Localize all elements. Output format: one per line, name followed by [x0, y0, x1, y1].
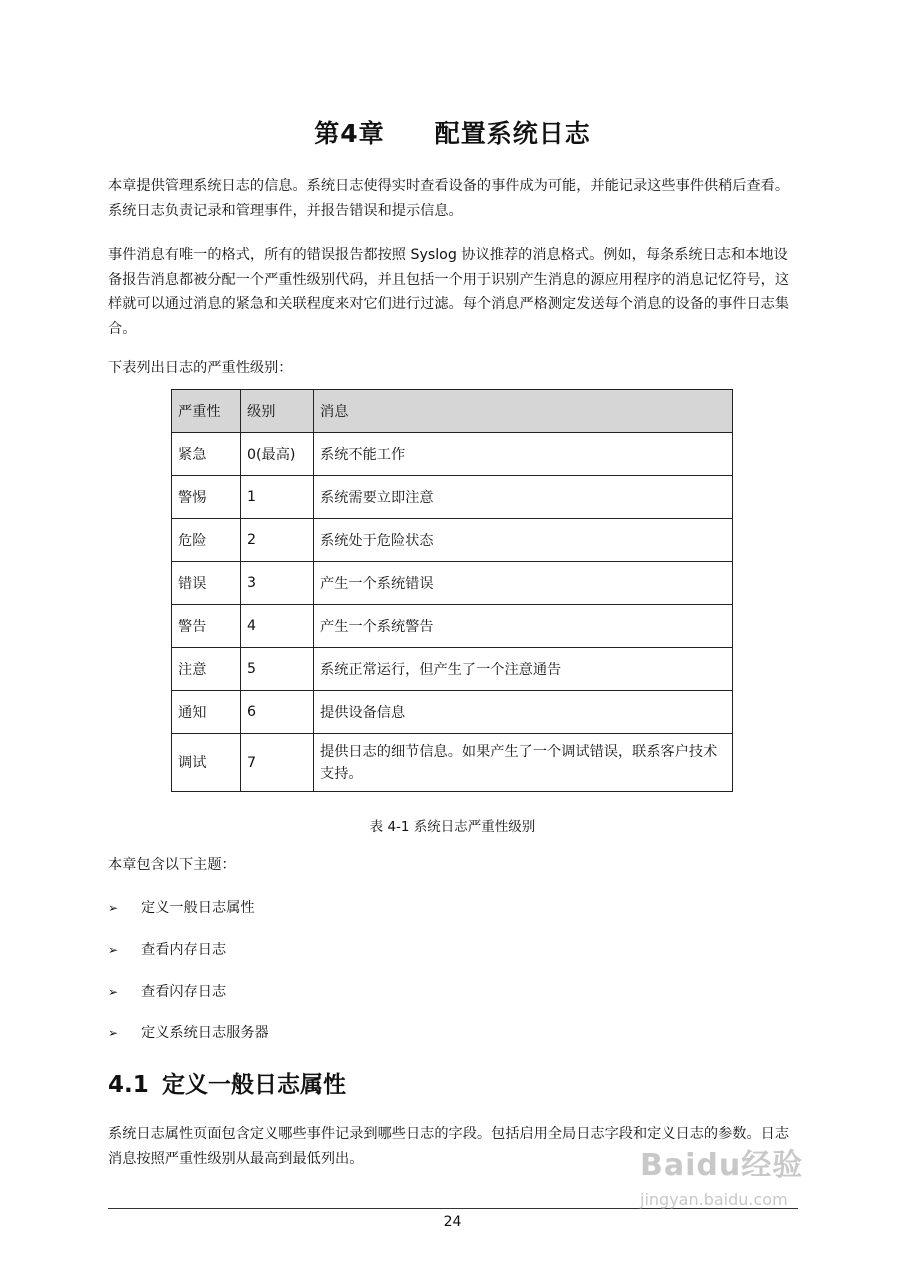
level-cell: 0(最高) [241, 433, 314, 476]
topic-label: 定义系统日志服务器 [141, 1025, 269, 1041]
message-cell: 系统需要立即注意 [314, 476, 733, 519]
topic-item [108, 1022, 269, 1042]
severity-cell: 警告 [172, 605, 241, 648]
baidu-watermark [640, 1140, 803, 1209]
topic-label: 查看内存日志 [141, 942, 227, 958]
topics-intro: 本章包含以下主题： [108, 857, 236, 873]
page-number: 24 [443, 1214, 462, 1230]
severity-cell: 错误 [172, 562, 241, 605]
table-row [172, 476, 733, 519]
section-name: 定义一般日志属性 [162, 1072, 346, 1098]
chapter-name: 配置系统日志 [434, 119, 591, 148]
message-cell: 系统正常运行，但产生了一个注意通告 [314, 648, 733, 691]
chapter-title [0, 114, 905, 150]
section-paragraph: 系统日志属性页面包含定义哪些事件记录到哪些日志的字段。包括启用全局日志字段和定义日志的参数。日志消息按照严重性级别从最高到最低列出。 [108, 1126, 790, 1167]
severity-cell: 紧急 [172, 433, 241, 476]
topic-item [108, 981, 226, 1001]
arrow-bullet-icon: ➢ [108, 943, 119, 957]
header-message: 消息 [314, 390, 733, 433]
message-cell: 提供设备信息 [314, 691, 733, 734]
message-cell: 系统处于危险状态 [314, 519, 733, 562]
message-cell: 系统不能工作 [314, 433, 733, 476]
level-cell: 3 [241, 562, 314, 605]
message-cell: 产生一个系统错误 [314, 562, 733, 605]
intro-paragraph-2: 事件消息有唯一的格式，所有的错误报告都按照 Syslog 协议推荐的消息格式。例如，每条系统日志和本地设备报告消息都被分配一个严重性级别代码，并且包括一个用于识别产生消息的源应用程序的消息记忆符号，这样就可以通过消息的紧急和关联程度来对它们进行过滤。每个消息严格测定发送每个消息的设备的事件日志集合。 [108, 247, 790, 337]
header-severity: 严重性 [172, 390, 241, 433]
topic-item [108, 897, 255, 917]
message-cell: 提供日志的细节信息。如果产生了一个调试错误，联系客户技术支持。 [314, 734, 733, 792]
chapter-number: 第4章 [314, 119, 385, 148]
intro-paragraph-1: 本章提供管理系统日志的信息。系统日志使得实时查看设备的事件成为可能，并能记录这些事件供稍后查看。系统日志负责记录和管理事件，并报告错误和提示信息。 [108, 178, 790, 219]
level-cell: 1 [241, 476, 314, 519]
severity-cell: 调试 [172, 734, 241, 792]
severity-cell: 危险 [172, 519, 241, 562]
level-cell: 4 [241, 605, 314, 648]
topic-label: 定义一般日志属性 [141, 900, 255, 916]
level-cell: 2 [241, 519, 314, 562]
table-row [172, 433, 733, 476]
table-row [172, 562, 733, 605]
level-cell: 5 [241, 648, 314, 691]
severity-cell: 通知 [172, 691, 241, 734]
table-row [172, 519, 733, 562]
topic-item [108, 939, 226, 959]
arrow-bullet-icon: ➢ [108, 1026, 119, 1040]
severity-cell: 注意 [172, 648, 241, 691]
watermark-url: jingyan.baidu.com [640, 1190, 788, 1209]
topic-label: 查看闪存日志 [141, 984, 227, 1000]
table-header-row [172, 390, 733, 433]
section-number: 4.1 [108, 1072, 149, 1098]
table-row [172, 734, 733, 792]
arrow-bullet-icon: ➢ [108, 901, 119, 915]
level-cell: 7 [241, 734, 314, 792]
severity-cell: 警惕 [172, 476, 241, 519]
table-intro: 下表列出日志的严重性级别： [108, 360, 293, 376]
severity-table [171, 389, 733, 792]
header-level: 级别 [241, 390, 314, 433]
watermark-brand: Baidu经验 [640, 1148, 804, 1183]
arrow-bullet-icon: ➢ [108, 985, 119, 999]
level-cell: 6 [241, 691, 314, 734]
table-caption: 表 4-1 系统日志严重性级别 [369, 819, 536, 835]
table-row [172, 691, 733, 734]
table-row [172, 648, 733, 691]
message-cell: 产生一个系统警告 [314, 605, 733, 648]
section-title [108, 1066, 346, 1099]
table-row [172, 605, 733, 648]
